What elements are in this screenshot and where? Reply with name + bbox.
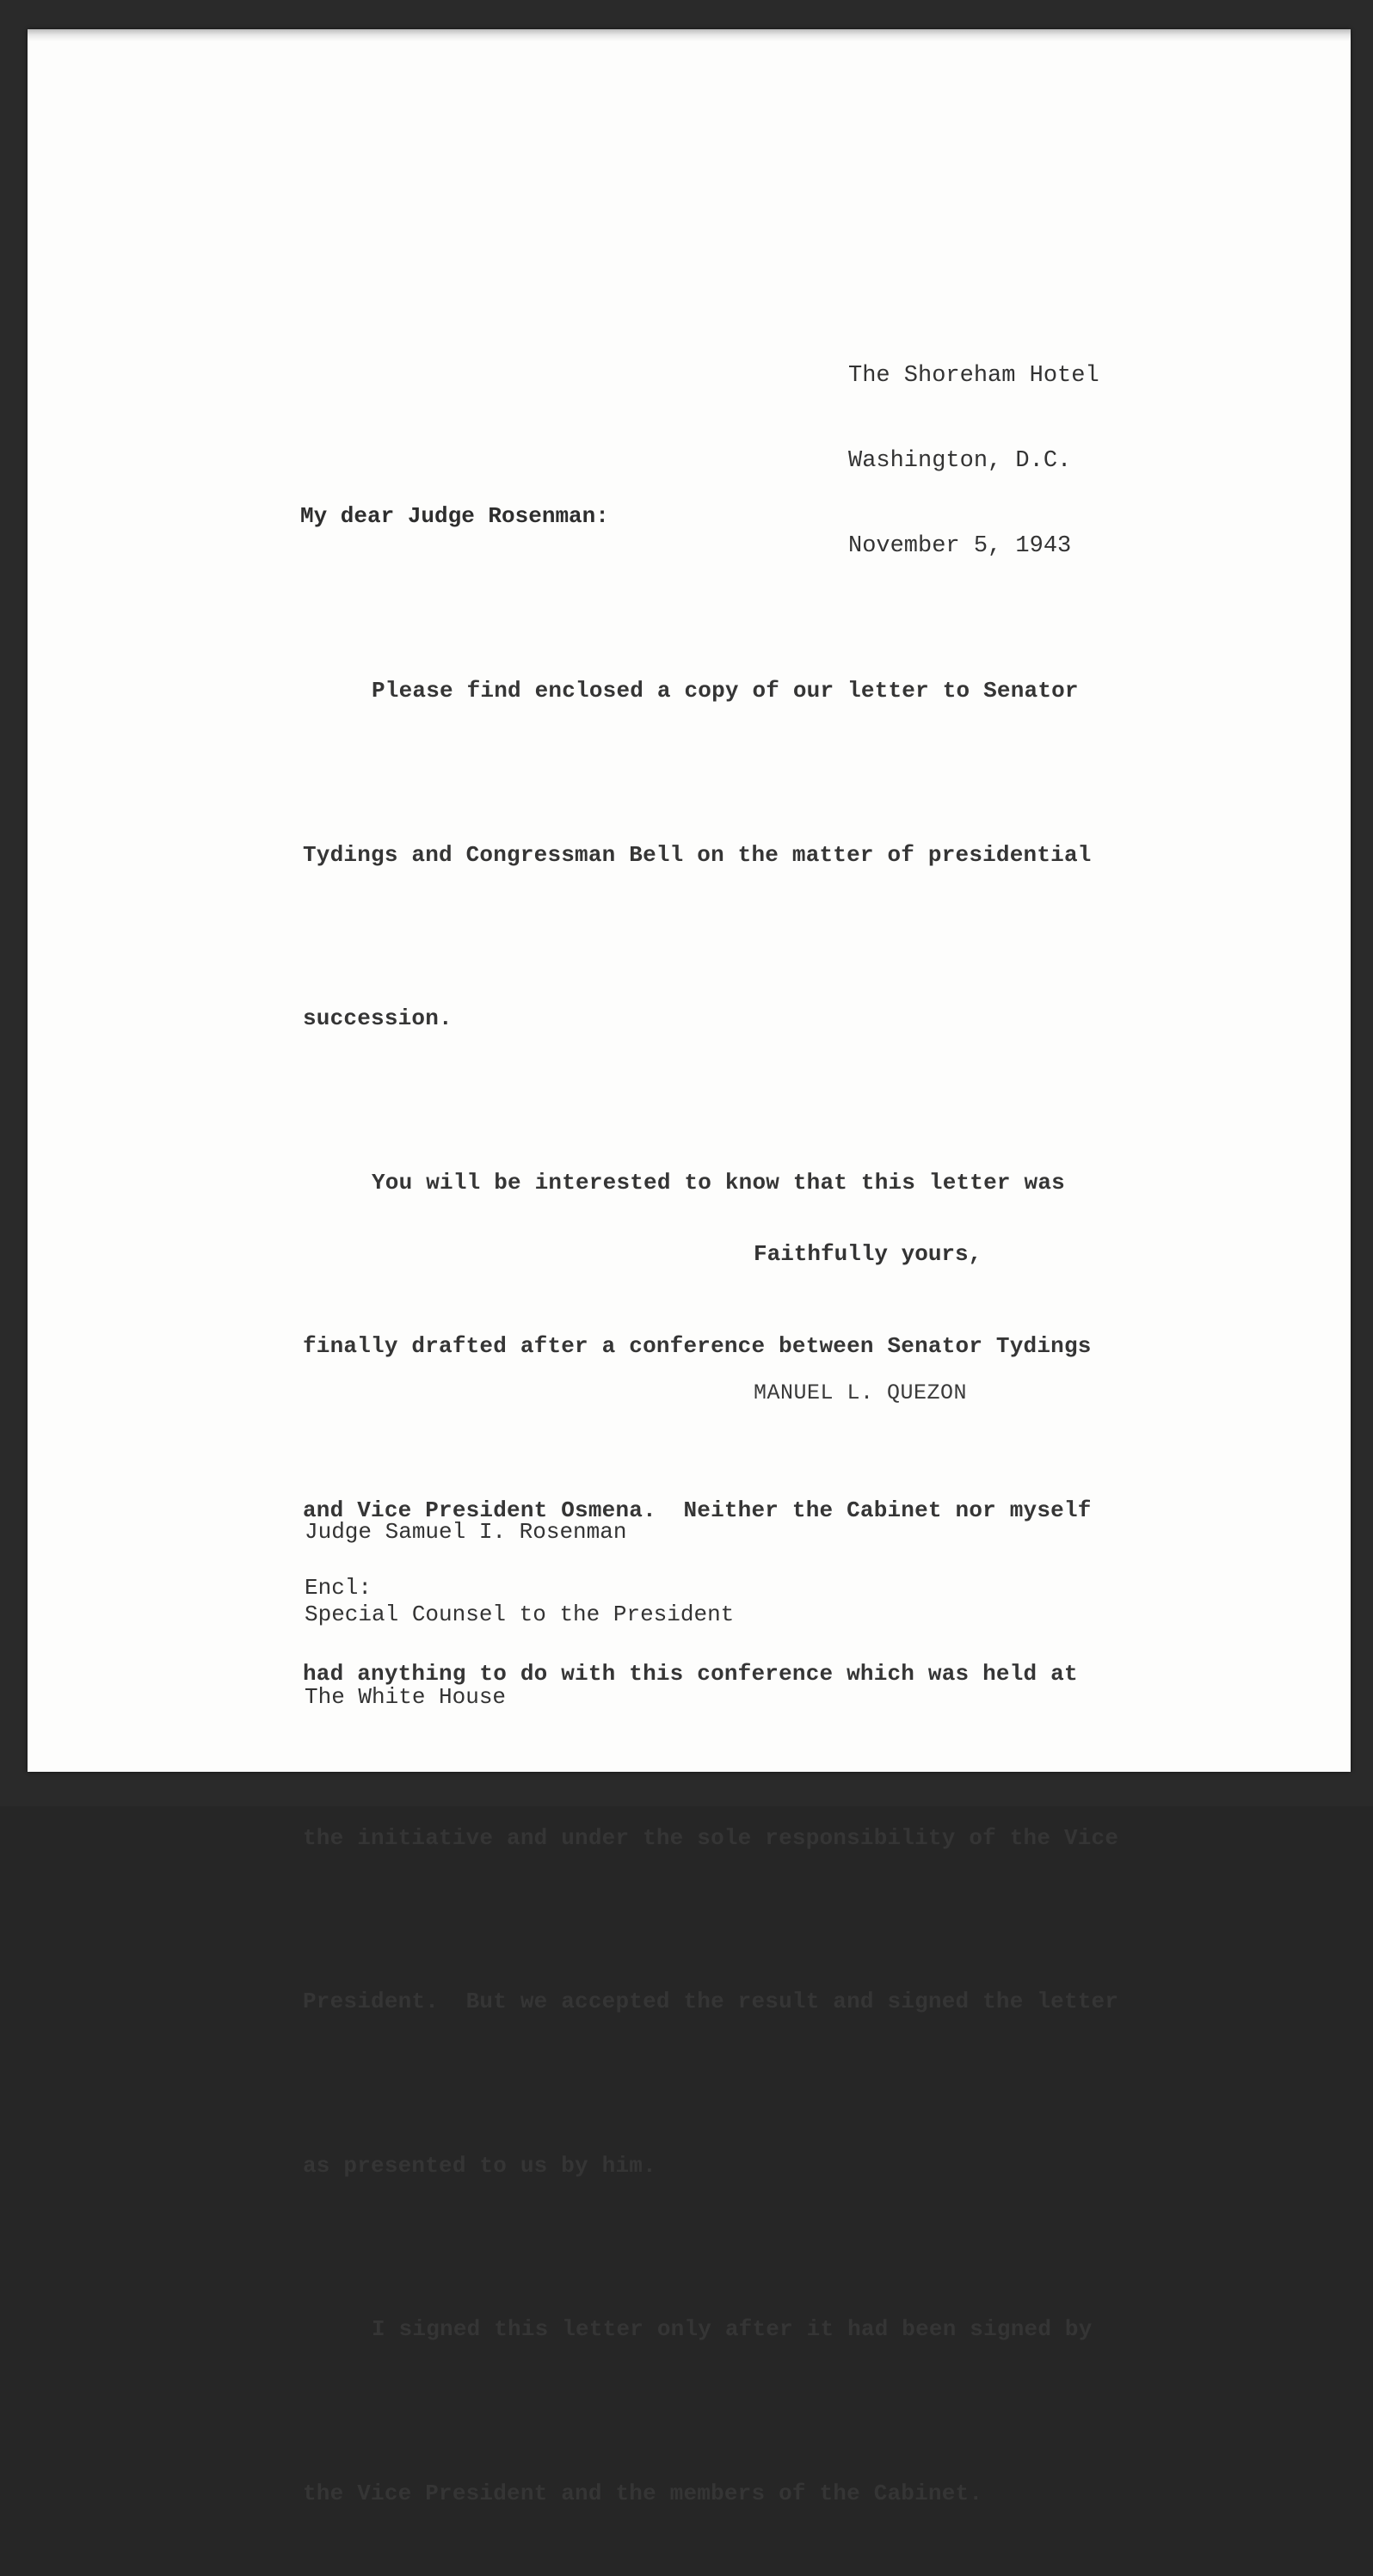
address-line-date: November 5, 1943 [848, 533, 1072, 559]
paper-top-edge [28, 29, 1351, 41]
salutation: My dear Judge Rosenman: [300, 503, 609, 529]
body-line: the initiative and under the sole responsibility of the Vice [303, 1824, 1119, 1851]
recipient-address-block [305, 1463, 734, 1738]
recipient-line-office: The White House [305, 1684, 507, 1710]
body-line: and Vice President Osmena. Neither the Cabinet nor myself [303, 1497, 1092, 1523]
body-line: finally drafted after a conference between Senator Tydings [303, 1333, 1092, 1359]
enclosure-note: Encl: [305, 1575, 372, 1601]
body-line: had anything to do with this conference which was held at [303, 1661, 1078, 1687]
sender-address-block [848, 305, 1099, 589]
body-line: I signed this letter only after it had been signed by [372, 2316, 1093, 2342]
body-line: as presented to us by him. [303, 2152, 656, 2179]
recipient-line-title: Special Counsel to the President [305, 1602, 735, 1627]
body-line: Please find enclosed a copy of our letter to Senator [372, 678, 1079, 704]
body-line: the Vice President and the members of the Cabinet. [303, 2480, 983, 2506]
body-line: You will be interested to know that this letter was [372, 1169, 1065, 1196]
recipient-line-name: Judge Samuel I. Rosenman [305, 1519, 627, 1545]
body-line: President. But we accepted the result and signed the letter [303, 1989, 1119, 2014]
address-line-city: Washington, D.C. [848, 448, 1072, 474]
closing: Faithfully yours, [754, 1241, 982, 1267]
address-line-hotel: The Shoreham Hotel [848, 363, 1099, 389]
body-line: succession. [303, 1005, 453, 1031]
body-line: Tydings and Congressman Bell on the matter of presidential [303, 841, 1092, 868]
signature-name: MANUEL L. QUEZON [754, 1380, 968, 1405]
